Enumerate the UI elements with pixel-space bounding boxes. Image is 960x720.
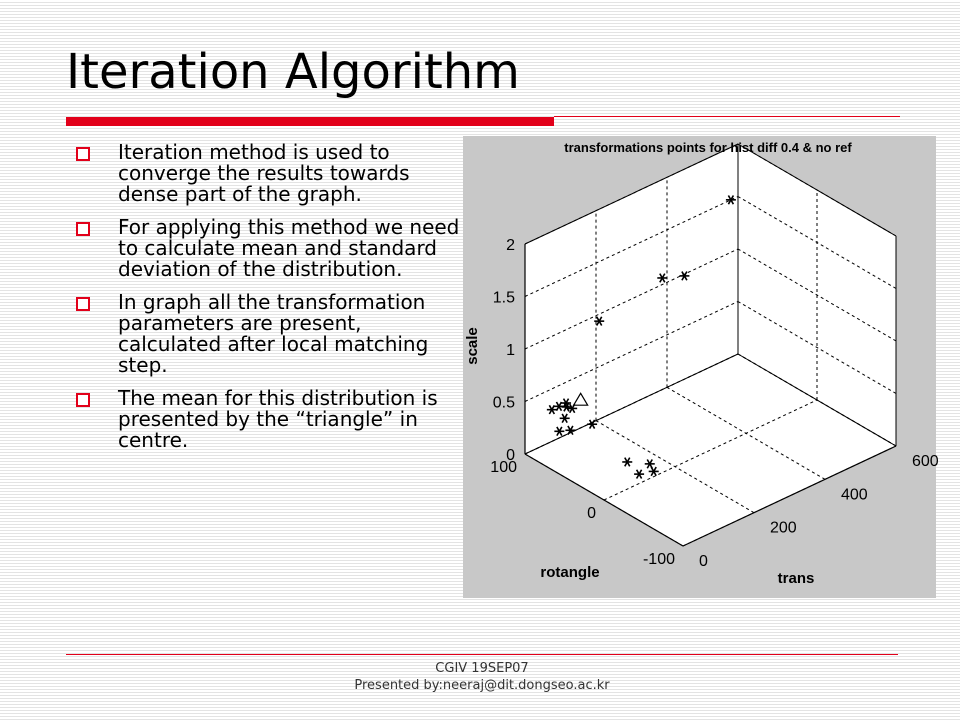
slide-title: Iteration Algorithm	[66, 44, 520, 100]
z-tick-label: 2	[506, 237, 515, 254]
square-bullet-icon	[76, 297, 90, 311]
title-underline-bar	[66, 117, 554, 126]
square-bullet-icon	[76, 393, 90, 407]
x-tick-label: 200	[770, 519, 797, 537]
footer	[66, 660, 898, 694]
x-tick-label: 600	[912, 453, 939, 470]
x-tick-label: 400	[841, 486, 868, 504]
square-bullet-icon	[76, 222, 90, 236]
bullet-item	[72, 292, 464, 376]
scatter-3d-figure	[463, 136, 939, 598]
x-axis-label: trans	[777, 570, 815, 587]
bullet-text: In graph all the transformation parameters are present, calculated after local matching step.	[118, 290, 429, 377]
footer-event: CGIV 19SEP07	[435, 661, 529, 676]
y-tick-label: 100	[490, 459, 517, 476]
bullet-text: For applying this method we need to calculate mean and standard deviation of the distribution.	[118, 215, 460, 281]
z-tick-label: 1.5	[492, 289, 515, 307]
bullet-item	[72, 142, 464, 205]
z-tick-label: 1	[506, 342, 515, 359]
bullet-text: Iteration method is used to converge the results towards dense part of the graph.	[118, 140, 410, 206]
z-tick-label: 0	[506, 447, 515, 464]
y-axis-label: rotangle	[540, 564, 600, 581]
x-tick-label: 0	[699, 553, 708, 570]
bullet-item	[72, 388, 464, 451]
chart-title: transformations points for hist diff 0.4 & no ref	[564, 140, 852, 155]
scatter-3d-plot	[463, 136, 939, 598]
footer-presenter: Presented by:neeraj@dit.dongseo.ac.kr	[354, 678, 610, 693]
title-underline-line	[554, 116, 900, 117]
z-tick-label: 0.5	[492, 394, 515, 412]
footer-divider	[66, 654, 898, 655]
y-tick-label: 0	[587, 505, 596, 522]
bullet-list	[72, 142, 464, 463]
square-bullet-icon	[76, 147, 90, 161]
bullet-text: The mean for this distribution is presented by the “triangle” in centre.	[118, 386, 438, 452]
y-tick-label: -100	[642, 551, 675, 568]
z-axis-label: scale	[464, 327, 481, 365]
bullet-item	[72, 217, 464, 280]
